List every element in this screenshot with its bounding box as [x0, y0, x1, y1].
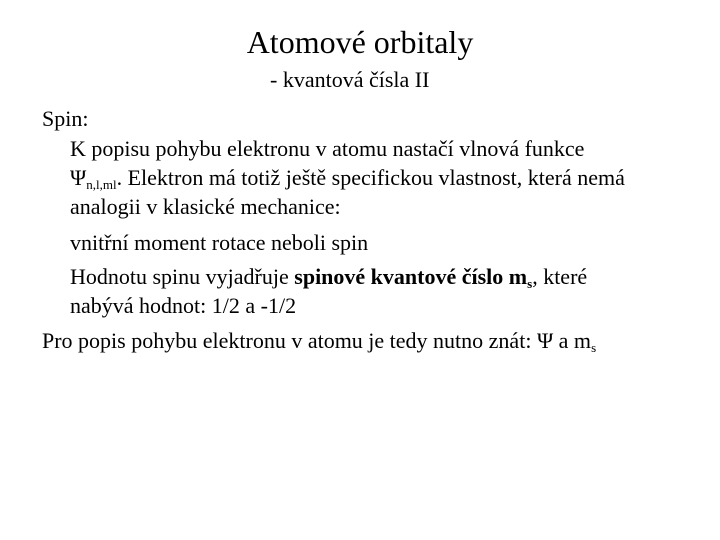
final-subscript: s [591, 340, 597, 355]
paragraph-line [42, 326, 596, 355]
psi-symbol: Ψ [536, 328, 554, 353]
paragraph-line [70, 262, 587, 291]
psi-symbol: Ψ [70, 165, 87, 190]
paragraph-line: nabývá hodnot: 1/2 a -1/2 [70, 293, 297, 318]
page-subtitle: - kvantová čísla II [270, 67, 430, 92]
paragraph-text: . Elektron má totiž ještě specifickou vlastnost, která nemá [116, 165, 625, 190]
bold-term: spinové kvantové číslo m [294, 264, 528, 289]
paragraph-line: K popisu pohybu elektronu v atomu nastačí vlnová funkce [70, 136, 585, 161]
bold-term-subscript: s [527, 276, 533, 291]
paragraph-text: , které [532, 264, 588, 289]
page-title: Atomové orbitaly [246, 24, 474, 60]
paragraph-text: Hodnotu spinu vyjadřuje [70, 264, 295, 289]
paragraph-line: vnitřní moment rotace neboli spin [70, 230, 369, 255]
paragraph-line [70, 163, 625, 192]
paragraph-text: a m [553, 328, 592, 353]
psi-subscript: n,l,ml [86, 177, 117, 192]
paragraph-text: Pro popis pohybu elektronu v atomu je tedy nutno znát: [42, 328, 537, 353]
paragraph-line: analogii v klasické mechanice: [70, 194, 341, 219]
section-heading: Spin: [42, 106, 89, 131]
